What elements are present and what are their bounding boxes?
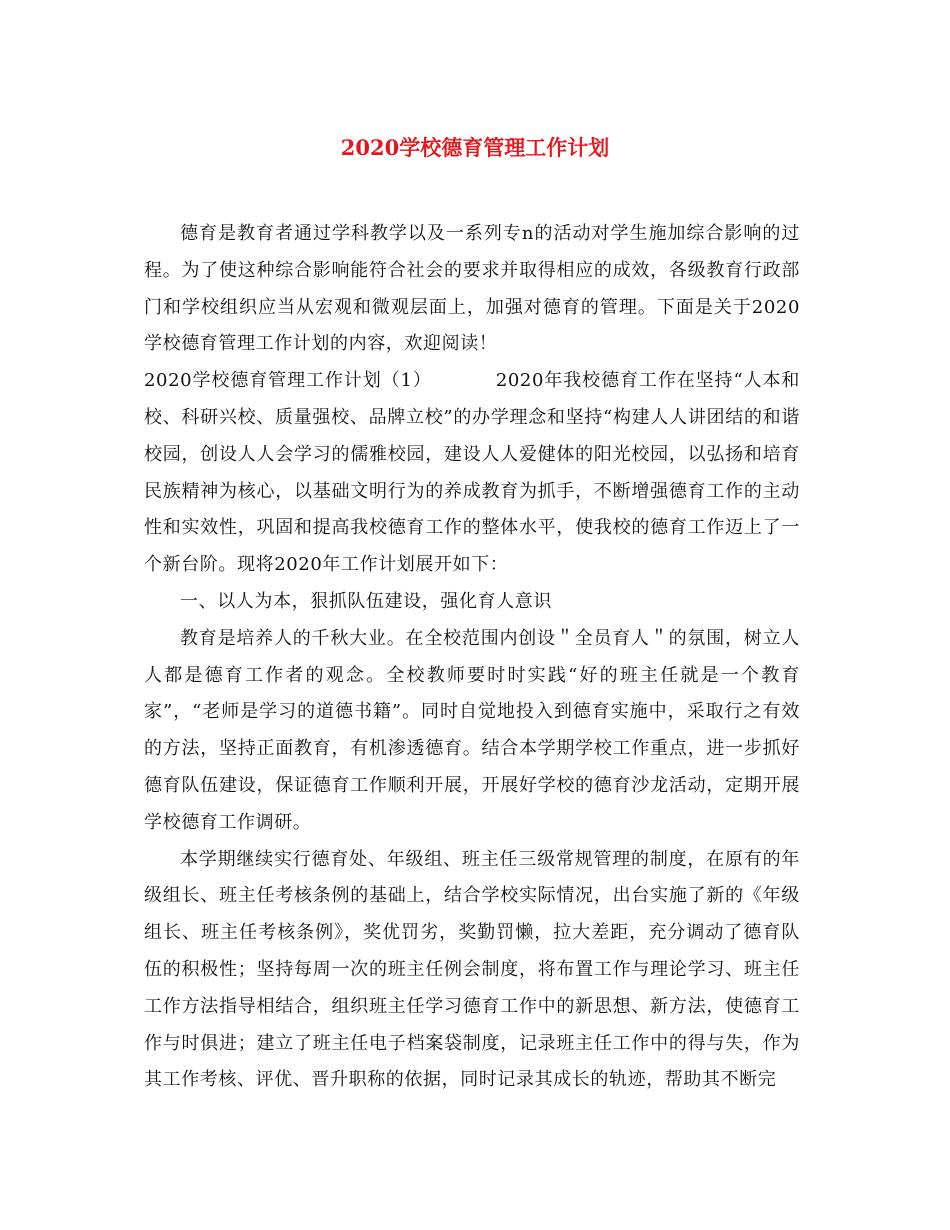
plan-label: 2020学校德育管理工作计划（1） — [144, 370, 432, 392]
plan-text: 2020年我校德育工作在坚持“人本和校、科研兴校、质量强校、品牌立校”的办学理念和坚持“构建人人讲团结的和谐校园，创设人人会学习的儒雅校园，建设人人爱健体的阳光校园，以弘扬和培育民族精神为核心，以基础文明行为的养成教育为抓手，不断增强德育工作的主动性和实效性，巩固和提高我校德育工作的整体水平，使我校的德育工作迈上了一个新台阶。现将2020年工作计划展开如下： — [144, 370, 800, 576]
section-1-paragraph-1: 教育是培养人的千秋大业。在全校范围内创设＂全员育人＂的氛围，树立人人都是德育工作者的观念。全校教师要时时实践“好的班主任就是一个教育家”，“老师是学习的道德书籍”。同时自觉地投入到德育实施中，采取行之有效的方法，坚持正面教育，有机渗透德育。结合本学期学校工作重点，进一步抓好德育队伍建设，保证德育工作顺利开展，开展好学校的德育沙龙活动，定期开展学校德育工作调研。 — [144, 627, 800, 833]
document-title: 2020学校德育管理工作计划 — [340, 135, 610, 160]
intro-paragraph: 德育是教育者通过学科教学以及一系列专n的活动对学生施加综合影响的过程。为了使这种综合影响能符合社会的要求并取得相应的成效，各级教育行政部门和学校组织应当从宏观和微观层面上，加强对德育的管理。下面是关于2020学校德育管理工作计划的内容，欢迎阅读！ — [144, 223, 800, 355]
section-1-heading: 一、以人为本，狠抓队伍建设，强化育人意识 — [180, 590, 552, 612]
plan-paragraph — [144, 363, 800, 584]
section-1-paragraph-2: 本学期继续实行德育处、年级组、班主任三级常规管理的制度，在原有的年级组长、班主任考核条例的基础上，结合学校实际情况，出台实施了新的《年级组长、班主任考核条例》，奖优罚劣，奖勤罚懒，拉大差距，充分调动了德育队伍的积极性；坚持每周一次的班主任例会制度，将布置工作与理论学习、班主任工作方法指导相结合，组织班主任学习德育工作中的新思想、新方法，使德育工作与时俱进；建立了班主任电子档案袋制度，记录班主任工作中的得与失，作为其工作考核、评优、晋升职称的依据，同时记录其成长的轨迹，帮助其不断完 — [144, 848, 800, 1091]
document-body — [144, 216, 800, 1099]
